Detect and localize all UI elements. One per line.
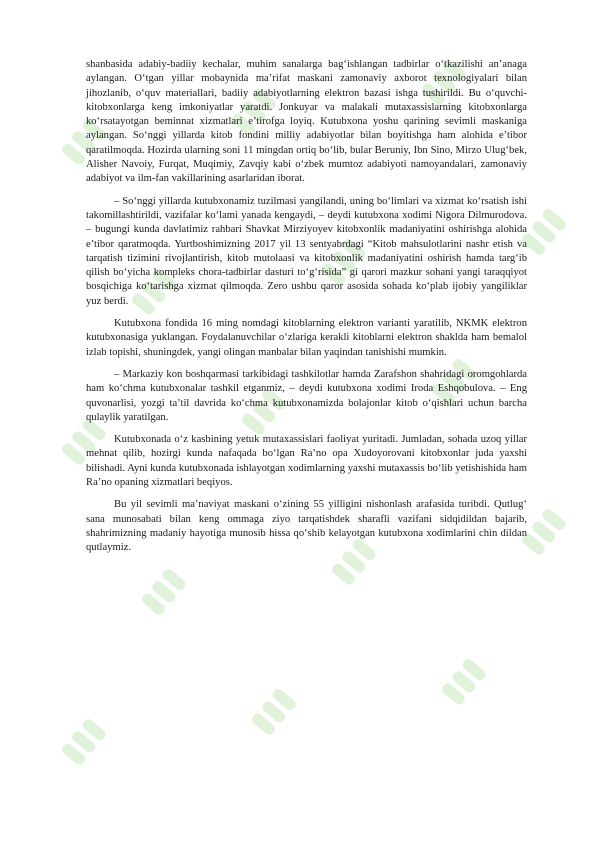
paragraph-2: – So‘nggi yillarda kutubxonamiz tuzilmasi yangilandi, uning bo‘limlari va xizmat ko‘rsatish ishi takomillashtirildi, vazifalar ko‘lami yanada kengaydi, – deydi kutubxona xodimi Nigora Dilmurodova. – bugungi kunda davlatimiz rahbari Shavkat Mirziyoyev kitobxonlik madaniyatini oshirishga alohida e’tibor qaratmoqda. Yurtboshimizning 2017 yil 13 sentyabrdagi “Kitob mahsulotlarini nashr etish va tarqatish tizimini rivojlantirish, kitob mutolaasi va kitobxonlik madaniyatini oshirish hamda targ‘ib qilish bo‘yicha kompleks chora-tadbirlar dasturi to‘g‘risida” gi qarori mazkur sohani yangi taraqqiyot bosqichiga ko‘tarishga xizmat qilmoqda. Zero ushbu qaror asosida sohada ko‘plab ijobiy yangiliklar yuz berdi. bbox=[86, 195, 527, 307]
paragraph-1: shanbasida adabiy-badiiy kechalar, muhim sanalarga bag‘ishlangan tadbirlar o‘tkazilishi an’anaga aylangan. O‘tgan yillar mobaynida ma’rifat maskani zamonaviy axborot texnologiyalari bilan jihozlanib, o‘quv materiallari, badiiy adabiyotlarning elektron bazasi ishga tushirildi. Bu o‘quvchi-kitobxonlarga keng imkoniyatlar yaratdi. Jonkuyar va malakali mutaxassislarning kitobxonlarga ko‘rsatayotgan beminnat xizmatlari e’tirofga loyiq. Kutubxona yoshu qarining sevimli maskaniga aylangan. So‘nggi yillarda kitob fondini milliy adabiyotlar bilan boyitishga ham alohida e’tibor qaratilmoqda. Hozirda ularning soni 11 mingdan ortiq bo‘lib, bular Beruniy, Ibn Sino, Mirzo Ulug‘bek, Alisher Navoiy, Furqat, Muqimiy, Zavqiy kabi o‘zbek mumtoz adabiyoti namoyandalari, zamonaviy adabiyot va ilm-fan vakillarining asarlaridan iborat. bbox=[86, 59, 527, 185]
watermark-mark bbox=[60, 717, 108, 767]
watermark-mark bbox=[140, 567, 188, 617]
watermark-mark bbox=[440, 657, 488, 707]
watermark-mark bbox=[520, 207, 568, 257]
watermark-mark bbox=[520, 507, 568, 557]
document-page bbox=[86, 58, 527, 564]
watermark-mark bbox=[250, 687, 298, 737]
paragraph-4: – Markaziy kon boshqarmasi tarkibidagi tashkilotlar hamda Zarafshon shahridagi oromgohlarda ham ko‘chma kutubxonalar tashkil etganmiz, – deydi kutubxona xodimi Iroda Eshqobulova. – Eng quvonarlisi, yozgi ta’til davrida ko‘chma kutubxonamizda bolajonlar kitob o‘qishlari uchun barcha qulaylik yaratilgan. bbox=[86, 368, 527, 423]
paragraph-6: Bu yil sevimli ma’naviyat maskani o‘zining 55 yilligini nishonlash arafasida turibdi. Qutlug‘ sana munosabati bilan keng ommaga ziyo tarqatishdek sharafli vazifani sidqidildan bajarib, shahrimizning madaniy hayotiga munosib hissa qo‘shib kelayotgan kutubxona xodimlarini chin dildan qutlaymiz. bbox=[86, 499, 527, 554]
paragraph-3: Kutubxona fondida 16 ming nomdagi kitoblarning elektron varianti yaratilib, NKMK elektron kutubxonasiga yuklangan. Foydalanuvchilar o‘zlariga kerakli kitoblarni elektron shaklda ham bemalol izlab topishi, shuningdek, yangi olingan manbalar bilan yaqindan tanishishi mumkin. bbox=[86, 318, 527, 358]
paragraph-5: Kutubxonada o‘z kasbining yetuk mutaxassislari faoliyat yuritadi. Jumladan, sohada uzoq yillar mehnat qilib, hozirgi kunda nafaqada bo‘lgan Ra’no opa Xudoyorovani kitobxonlar juda yaxshi bilishadi. Ayni kunda kutubxonada ishlayotgan xodimlarning yaxshi mutaxassis bo‘lib yetishishida ham Ra’no opaning xizmatlari beqiyos. bbox=[86, 434, 527, 489]
